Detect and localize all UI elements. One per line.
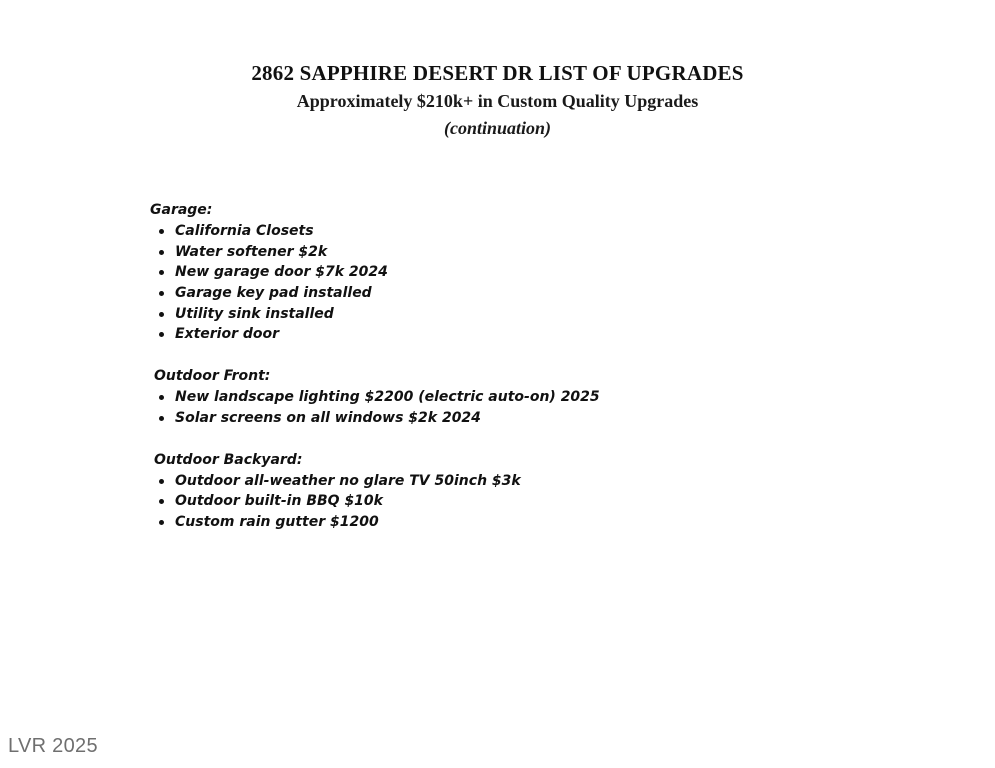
list-item: New landscape lighting $2200 (electric auto-on) 2025 <box>150 387 850 408</box>
upgrades-list <box>150 200 850 554</box>
list-item: Utility sink installed <box>150 304 850 325</box>
page-title: 2862 SAPPHIRE DESERT DR LIST OF UPGRADES <box>251 61 744 85</box>
section-title-outdoor-backyard: Outdoor Backyard: <box>154 451 303 468</box>
section-title-outdoor-front: Outdoor Front: <box>154 368 271 385</box>
continuation-label: (continuation) <box>443 118 552 138</box>
section-outdoor-backyard <box>150 450 850 533</box>
outdoor-front-items <box>150 387 850 428</box>
list-item: Outdoor all-weather no glare TV 50inch $3k <box>150 471 850 492</box>
list-item: Exterior door <box>150 324 850 345</box>
list-item: Outdoor built-in BBQ $10k <box>150 491 850 512</box>
section-title-garage: Garage: <box>150 202 213 218</box>
list-item: New garage door $7k 2024 <box>150 262 850 283</box>
list-item: Water softener $2k <box>150 242 850 263</box>
document-header <box>0 58 995 142</box>
list-item: California Closets <box>150 221 850 242</box>
garage-items <box>150 221 850 345</box>
list-item: Custom rain gutter $1200 <box>150 512 850 533</box>
list-item: Solar screens on all windows $2k 2024 <box>150 408 850 429</box>
watermark: LVR 2025 <box>8 735 98 757</box>
list-item: Garage key pad installed <box>150 283 850 304</box>
section-garage <box>150 200 850 345</box>
outdoor-backyard-items <box>150 471 850 533</box>
section-outdoor-front <box>150 366 850 428</box>
page-subtitle: Approximately $210k+ in Custom Quality Upgrades <box>296 91 699 111</box>
